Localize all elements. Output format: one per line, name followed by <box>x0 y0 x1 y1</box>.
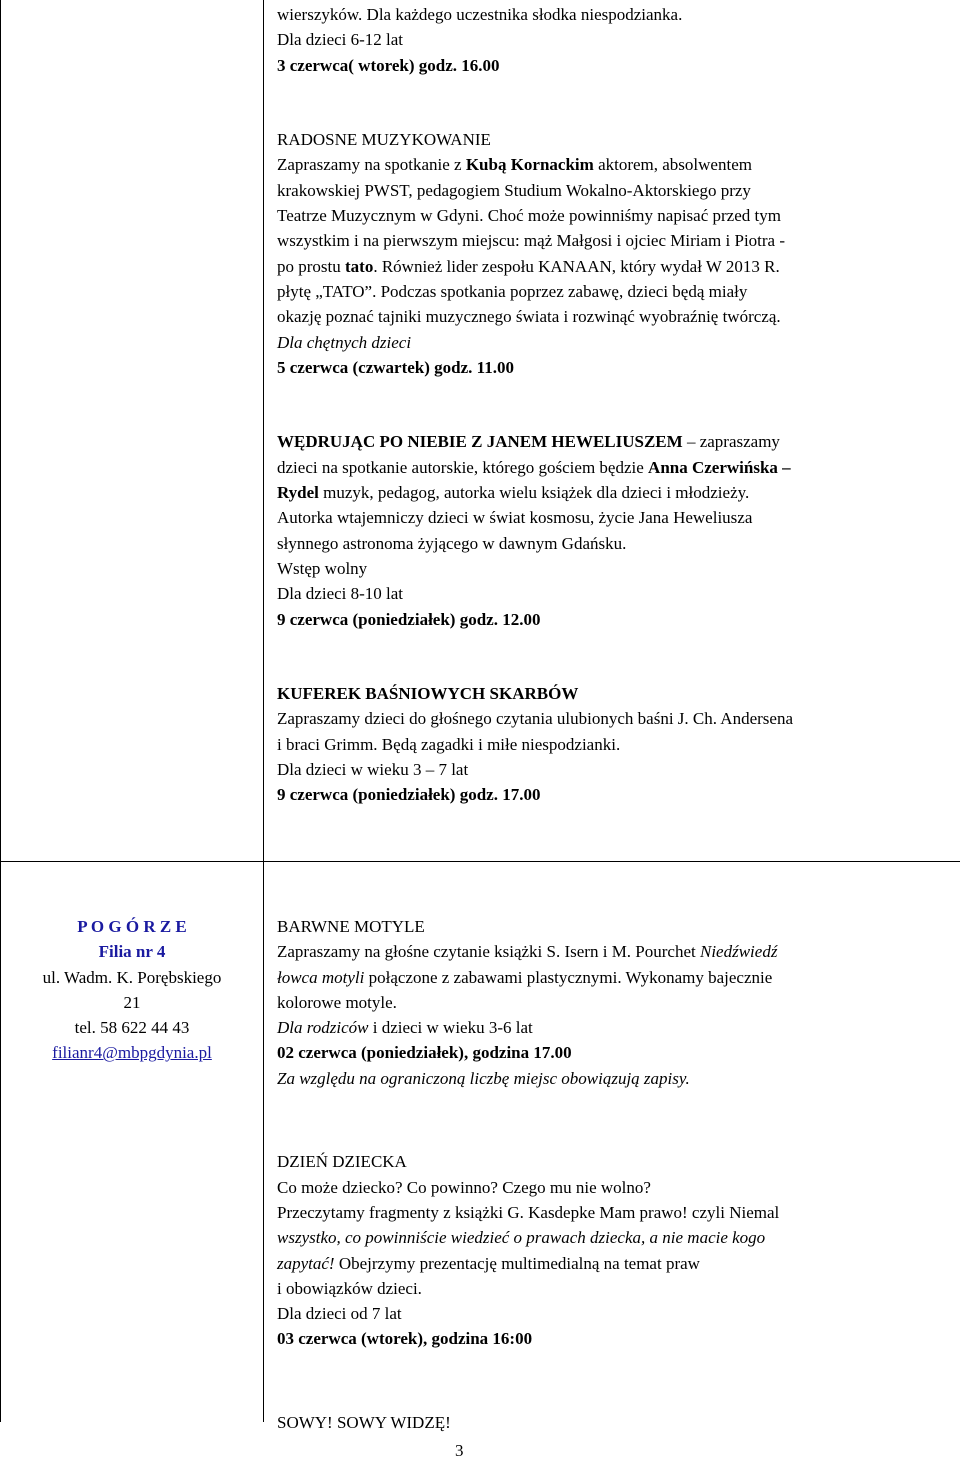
event-text: Zapraszamy na głośne czytanie książki S. Isern i M. Pourchet Niedźwiedź <box>277 942 778 962</box>
event-text: Co może dziecko? Co powinno? Czego mu nie wolno? <box>277 1177 651 1197</box>
page-number: 3 <box>455 1441 464 1460</box>
branch-cell <box>1 862 264 1422</box>
intro-date: 3 czerwca( wtorek) godz. 16.00 <box>277 55 500 75</box>
event-text: okazję poznać tajniki muzycznego świata i rozwinąć wyobraźnię twórczą. <box>277 307 781 327</box>
branch-name: P O G Ó R Z E <box>77 917 187 936</box>
branch-cell-empty <box>1 0 264 861</box>
event-text: po prostu tato. Również lider zespołu KANAAN, który wydał W 2013 R. <box>277 256 780 276</box>
branch-email-link[interactable]: filianr4@mbpgdynia.pl <box>52 1043 212 1063</box>
event-text: wszystkim i na pierwszym miejscu: mąż Małgosi i ojciec Miriam i Piotra - <box>277 231 786 251</box>
event-text: Zapraszamy na spotkanie z Kubą Kornackim aktorem, absolwentem <box>277 155 752 175</box>
events-cell <box>264 862 960 1433</box>
event-text: Przeczytamy fragmenty z książki G. Kasdepke Mam prawo! czyli Niemal <box>277 1202 780 1222</box>
event-audience: Dla rodziców i dzieci w wieku 3-6 lat <box>277 1018 533 1038</box>
event-audience: Dla chętnych dzieci <box>277 332 412 352</box>
table-row <box>1 0 960 862</box>
event-text: Teatrze Muzycznym w Gdyni. Choć może powinniśmy napisać przed tym <box>277 206 781 226</box>
event-note: Za względu na ograniczoną liczbę miejsc obowiązują zapisy. <box>277 1068 690 1088</box>
event-text: Zapraszamy dzieci do głośnego czytania ulubionych baśni J. Ch. Andersena <box>277 709 793 729</box>
event-text: dzieci na spotkanie autorskie, którego gościem będzie Anna Czerwińska – <box>277 457 791 477</box>
event-text: łowca motyli połączone z zabawami plastycznymi. Wykonamy bajecznie <box>277 967 773 987</box>
branch-address <box>1 862 263 1066</box>
event-date: 5 czerwca (czwartek) godz. 11.00 <box>277 357 514 377</box>
event-title: KUFEREK BAŚNIOWYCH SKARBÓW <box>277 684 579 704</box>
event-dzien-dziecka <box>277 1149 960 1351</box>
event-text: kolorowe motyle. <box>277 992 397 1012</box>
event-title: RADOSNE MUZYKOWANIE <box>277 130 491 150</box>
event-title: BARWNE MOTYLE <box>277 917 425 936</box>
event-text: Rydel muzyk, pedagog, autorka wielu książek dla dzieci i młodzieży. <box>277 483 750 503</box>
event-audience: Dla dzieci od 7 lat <box>277 1304 402 1324</box>
branch-number: 21 <box>123 992 141 1012</box>
event-text: krakowskiej PWST, pedagogiem Studium Wokalno-Aktorskiego przy <box>277 180 751 200</box>
events-cell <box>264 0 960 861</box>
event-heweliusz <box>277 429 960 631</box>
event-barwne-motyle <box>277 914 960 1091</box>
branch-street: ul. Wadm. K. Porębskiego <box>42 967 222 987</box>
event-text: słynnego astronoma żyjącego w dawnym Gdańsku. <box>277 533 627 553</box>
event-date: 02 czerwca (poniedziałek), godzina 17.00 <box>277 1043 572 1063</box>
event-audience: Dla dzieci 8-10 lat <box>277 584 404 604</box>
table-row <box>1 862 960 1433</box>
intro-line: wierszyków. Dla każdego uczestnika słodka niespodzianka. <box>277 5 683 24</box>
event-text: i obowiązków dzieci. <box>277 1278 422 1298</box>
event-audience: Dla dzieci w wieku 3 – 7 lat <box>277 760 469 780</box>
event-text: Autorka wtajemniczy dzieci w świat kosmosu, życie Jana Heweliusza <box>277 508 753 528</box>
branch-phone: tel. 58 622 44 43 <box>74 1018 190 1038</box>
event-text: płytę „TATO”. Podczas spotkania poprzez zabawę, dzieci będą miały <box>277 281 748 301</box>
event-entry: Wstęp wolny <box>277 558 368 578</box>
branch-filia: Filia nr 4 <box>98 942 166 962</box>
intro-age: Dla dzieci 6-12 lat <box>277 30 404 50</box>
event-text: wszystko, co powinniście wiedzieć o prawach dziecka, a nie macie kogo <box>277 1228 766 1248</box>
event-text: i braci Grimm. Będą zagadki i miłe niespodzianki. <box>277 734 621 754</box>
event-kuferek <box>277 681 960 807</box>
event-date: 9 czerwca (poniedziałek) godz. 17.00 <box>277 785 541 805</box>
event-text: zapytać! Obejrzymy prezentację multimedialną na temat praw <box>277 1253 700 1273</box>
event-radosne-muzykowanie <box>277 127 960 380</box>
event-date: 9 czerwca (poniedziałek) godz. 12.00 <box>277 609 541 629</box>
event-title: WĘDRUJĄC PO NIEBIE Z JANEM HEWELIUSZEM – zapraszamy <box>277 432 780 452</box>
event-title-sowy: SOWY! SOWY WIDZĘ! <box>277 1413 451 1433</box>
event-title: DZIEŃ DZIECKA <box>277 1152 407 1172</box>
event-date: 03 czerwca (wtorek), godzina 16:00 <box>277 1329 533 1349</box>
